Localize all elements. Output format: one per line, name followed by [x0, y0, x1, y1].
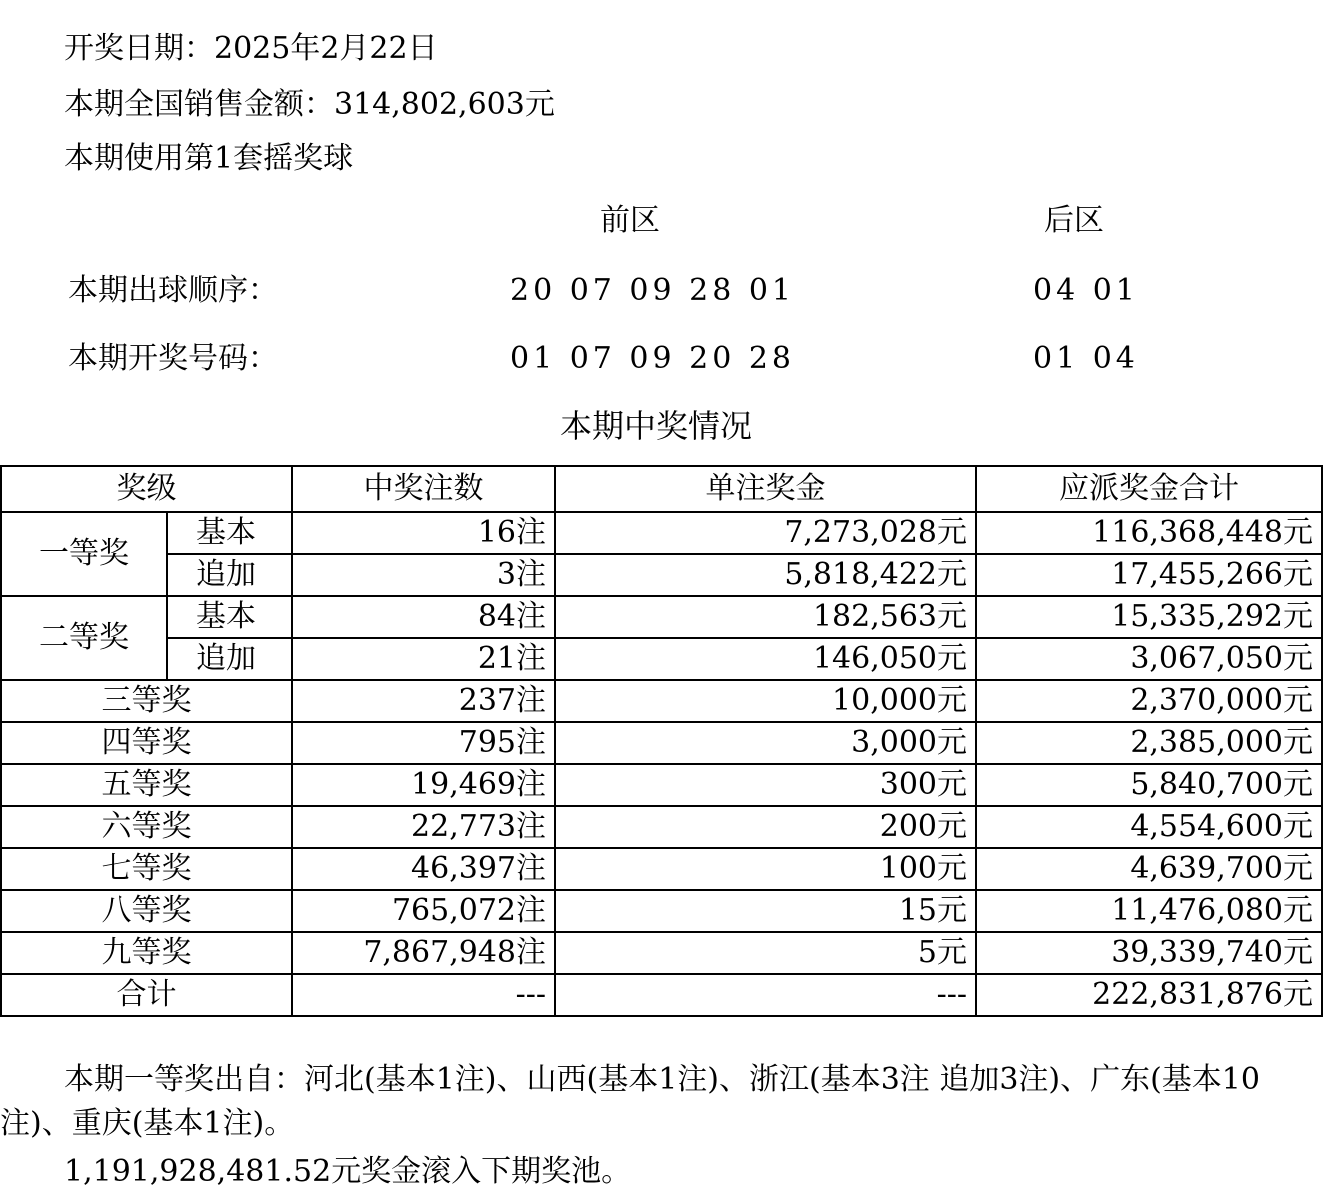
prize-subtype: 基本 — [167, 596, 292, 638]
ball-set: 本期使用第1套摇奖球 — [64, 141, 354, 176]
prize-amount: 200元 — [555, 806, 976, 848]
prize-total: 17,455,266元 — [976, 554, 1322, 596]
winner-count: 22,773注 — [292, 806, 555, 848]
winning-numbers-front: 01 07 09 20 28 — [510, 341, 796, 376]
draw-order-label: 本期出球顺序： — [68, 273, 278, 308]
prize-total: 11,476,080元 — [976, 890, 1322, 932]
prize-table — [0, 465, 1323, 1017]
table-row — [1, 722, 1322, 764]
column-header-level: 奖级 — [1, 466, 292, 512]
prize-amount: 7,273,028元 — [555, 512, 976, 554]
prize-amount: 182,563元 — [555, 596, 976, 638]
table-row — [1, 764, 1322, 806]
prize-total: 2,370,000元 — [976, 680, 1322, 722]
winner-count: 84注 — [292, 596, 555, 638]
winner-count: 16注 — [292, 512, 555, 554]
prize-level-name: 二等奖 — [1, 596, 167, 680]
sum-count: --- — [292, 974, 555, 1016]
prize-total: 2,385,000元 — [976, 722, 1322, 764]
prize-level-name: 七等奖 — [1, 848, 292, 890]
sum-amount: --- — [555, 974, 976, 1016]
prize-total: 116,368,448元 — [976, 512, 1322, 554]
sales-amount: 本期全国销售金额：314,802,603元 — [64, 87, 555, 122]
prize-amount: 5元 — [555, 932, 976, 974]
prize-total: 5,840,700元 — [976, 764, 1322, 806]
winner-count: 21注 — [292, 638, 555, 680]
table-header-row — [1, 466, 1322, 512]
column-header-count: 中奖注数 — [292, 466, 555, 512]
sum-label: 合计 — [1, 974, 292, 1016]
winner-count: 7,867,948注 — [292, 932, 555, 974]
prize-total: 39,339,740元 — [976, 932, 1322, 974]
table-row — [1, 890, 1322, 932]
prize-subtype: 追加 — [167, 554, 292, 596]
winner-count: 795注 — [292, 722, 555, 764]
table-total-row — [1, 974, 1322, 1016]
prize-amount: 3,000元 — [555, 722, 976, 764]
table-row — [1, 638, 1322, 680]
prize-amount: 15元 — [555, 890, 976, 932]
prize-amount: 5,818,422元 — [555, 554, 976, 596]
table-row — [1, 554, 1322, 596]
prize-level-name: 四等奖 — [1, 722, 292, 764]
table-row — [1, 848, 1322, 890]
sum-total: 222,831,876元 — [976, 974, 1322, 1016]
prize-total: 3,067,050元 — [976, 638, 1322, 680]
winner-count: 19,469注 — [292, 764, 555, 806]
draw-order-back: 04 01 — [1033, 273, 1139, 308]
winner-count: 765,072注 — [292, 890, 555, 932]
table-row — [1, 806, 1322, 848]
first-prize-origin: 本期一等奖出自：河北(基本1注)、山西(基本1注)、浙江(基本3注 追加3注)、广东(基本10注)、重庆(基本1注)。 — [0, 1062, 1260, 1141]
draw-order-front: 20 07 09 28 01 — [510, 273, 796, 308]
prize-amount: 146,050元 — [555, 638, 976, 680]
prize-total: 4,639,700元 — [976, 848, 1322, 890]
draw-date: 开奖日期：2025年2月22日 — [64, 31, 438, 66]
prize-total: 4,554,600元 — [976, 806, 1322, 848]
prize-section-title: 本期中奖情况 — [559, 407, 752, 445]
prize-level-name: 三等奖 — [1, 680, 292, 722]
front-zone-label: 前区 — [600, 203, 660, 238]
back-zone-label: 后区 — [1044, 203, 1104, 238]
column-header-amount: 单注奖金 — [555, 466, 976, 512]
winning-numbers-back: 01 04 — [1033, 341, 1139, 376]
column-header-total: 应派奖金合计 — [976, 466, 1322, 512]
prize-amount: 100元 — [555, 848, 976, 890]
prize-amount: 10,000元 — [555, 680, 976, 722]
winning-numbers-label: 本期开奖号码： — [68, 341, 278, 376]
prize-level-name: 八等奖 — [1, 890, 292, 932]
table-row — [1, 932, 1322, 974]
prize-total: 15,335,292元 — [976, 596, 1322, 638]
winner-count: 46,397注 — [292, 848, 555, 890]
table-row — [1, 512, 1322, 554]
prize-level-name: 六等奖 — [1, 806, 292, 848]
notes — [0, 1058, 1300, 1194]
winner-count: 3注 — [292, 554, 555, 596]
prize-amount: 300元 — [555, 764, 976, 806]
prize-subtype: 基本 — [167, 512, 292, 554]
prize-subtype: 追加 — [167, 638, 292, 680]
prize-level-name: 五等奖 — [1, 764, 292, 806]
table-row — [1, 680, 1322, 722]
table-row — [1, 596, 1322, 638]
prize-pool-rollover: 1,191,928,481.52元奖金滚入下期奖池。 — [64, 1154, 632, 1189]
prize-level-name: 一等奖 — [1, 512, 167, 596]
prize-level-name: 九等奖 — [1, 932, 292, 974]
winner-count: 237注 — [292, 680, 555, 722]
